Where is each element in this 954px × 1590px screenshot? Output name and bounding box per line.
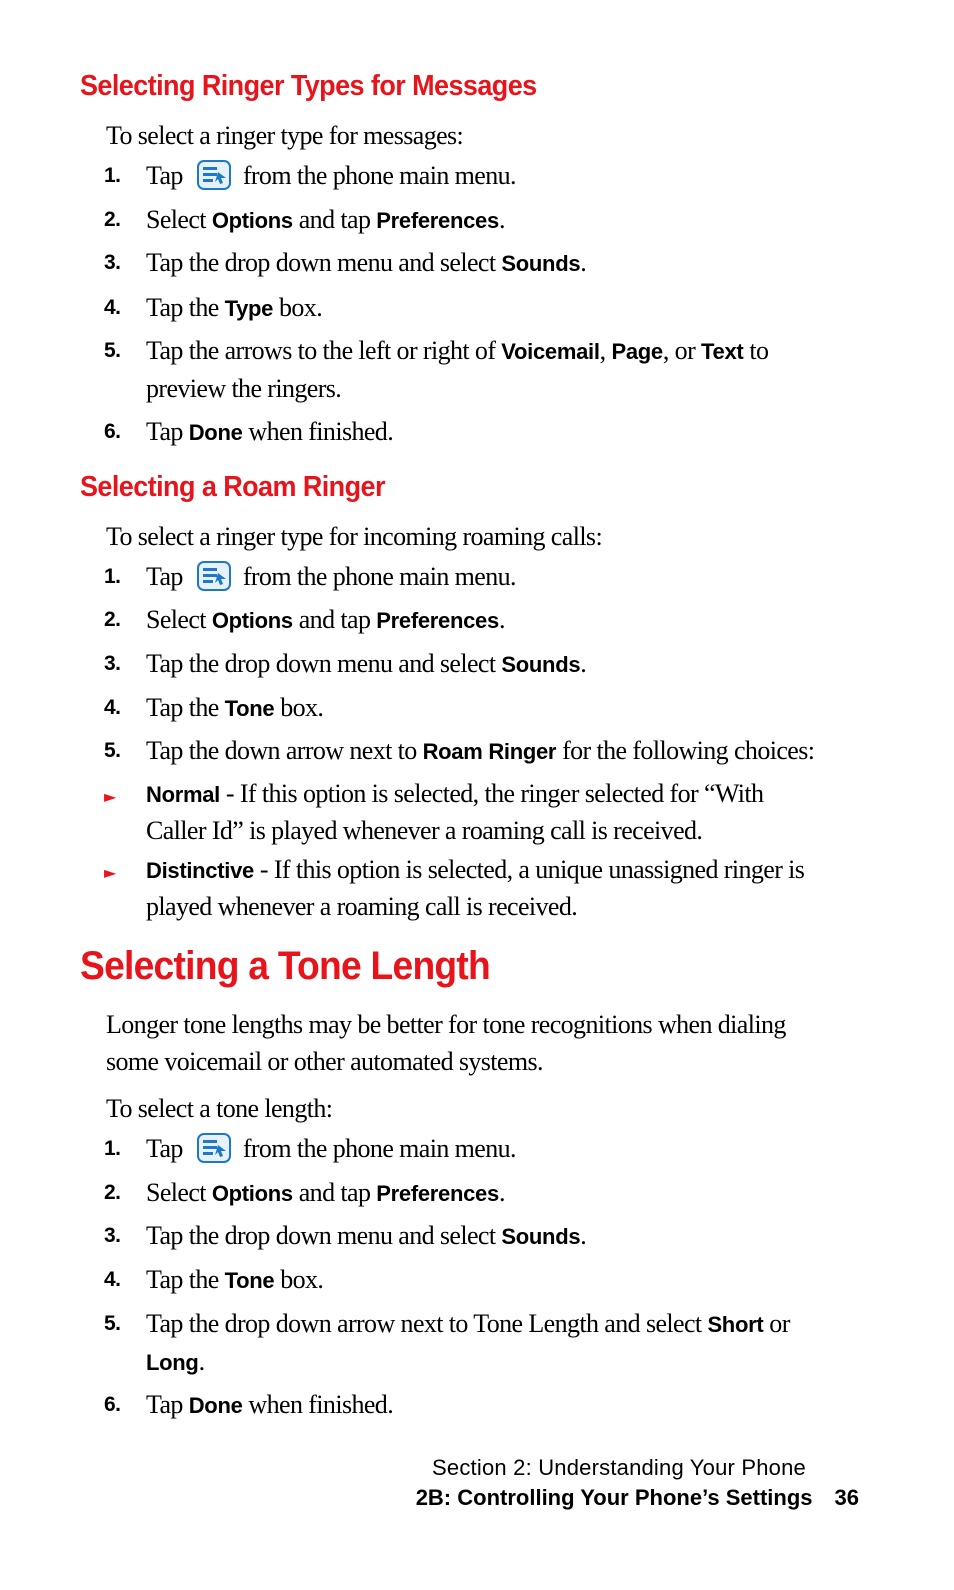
bullet-distinctive: ► Distinctive - If this option is selected, a unique unassigned ringer is played whenever a roaming call is received. — [104, 855, 805, 921]
step-4: 4. Tap the Tone box. — [104, 1265, 324, 1294]
bullet-arrow-icon: ► — [104, 863, 116, 882]
step-6: 6. Tap Done when finished. — [104, 417, 394, 446]
footer-chapter — [416, 1485, 859, 1511]
step-4: 4. Tap the Tone box. — [104, 693, 324, 722]
step-1: 1. Tap from the phone main menu. — [104, 161, 516, 190]
section-intro: To select a ringer type for incoming roaming calls: — [106, 522, 603, 551]
menu-icon[interactable] — [197, 160, 231, 190]
bullet-normal: ► Normal - If this option is selected, the ringer selected for “With Caller Id” is played whenever a roaming call is received. — [104, 779, 764, 845]
menu-icon[interactable] — [197, 561, 231, 591]
step-2: 2. Select Options and tap Preferences. — [104, 1178, 505, 1207]
step-3: 3. Tap the drop down menu and select Sounds. — [104, 248, 587, 277]
page-number: 36 — [834, 1485, 859, 1510]
section-intro: To select a tone length: — [106, 1094, 333, 1123]
section-intro: To select a ringer type for messages: — [106, 121, 464, 150]
menu-icon[interactable] — [197, 1133, 231, 1163]
step-3: 3. Tap the drop down menu and select Sounds. — [104, 649, 587, 678]
step-2: 2. Select Options and tap Preferences. — [104, 205, 505, 234]
footer-section-title: Section 2: Understanding Your Phone — [432, 1455, 806, 1480]
step-1: 1. Tap from the phone main menu. — [104, 1134, 516, 1163]
step-6: 6. Tap Done when finished. — [104, 1390, 394, 1419]
section-heading-tone-length: Selecting a Tone Length — [80, 944, 491, 988]
step-1: 1. Tap from the phone main menu. — [104, 562, 516, 591]
section-heading-ringer-types: Selecting Ringer Types for Messages — [80, 70, 537, 102]
section-heading-roam-ringer: Selecting a Roam Ringer — [80, 471, 385, 503]
bullet-arrow-icon: ► — [104, 787, 116, 806]
footer-chapter-title: 2B: Controlling Your Phone’s Settings — [415, 1485, 813, 1510]
step-5: 5. Tap the arrows to the left or right of Voicemail, Page, or Text to preview the ringers. — [104, 336, 769, 403]
step-3: 3. Tap the drop down menu and select Sounds. — [104, 1221, 587, 1250]
step-2: 2. Select Options and tap Preferences. — [104, 605, 505, 634]
section-description: Longer tone lengths may be better for tone recognitions when dialing some voicemail or other automated systems. — [106, 1010, 786, 1076]
step-5: 5. Tap the down arrow next to Roam Ringer for the following choices: — [104, 736, 815, 765]
step-5: 5. Tap the drop down arrow next to Tone Length and select Short or Long. — [104, 1309, 790, 1376]
step-4: 4. Tap the Type box. — [104, 293, 323, 322]
